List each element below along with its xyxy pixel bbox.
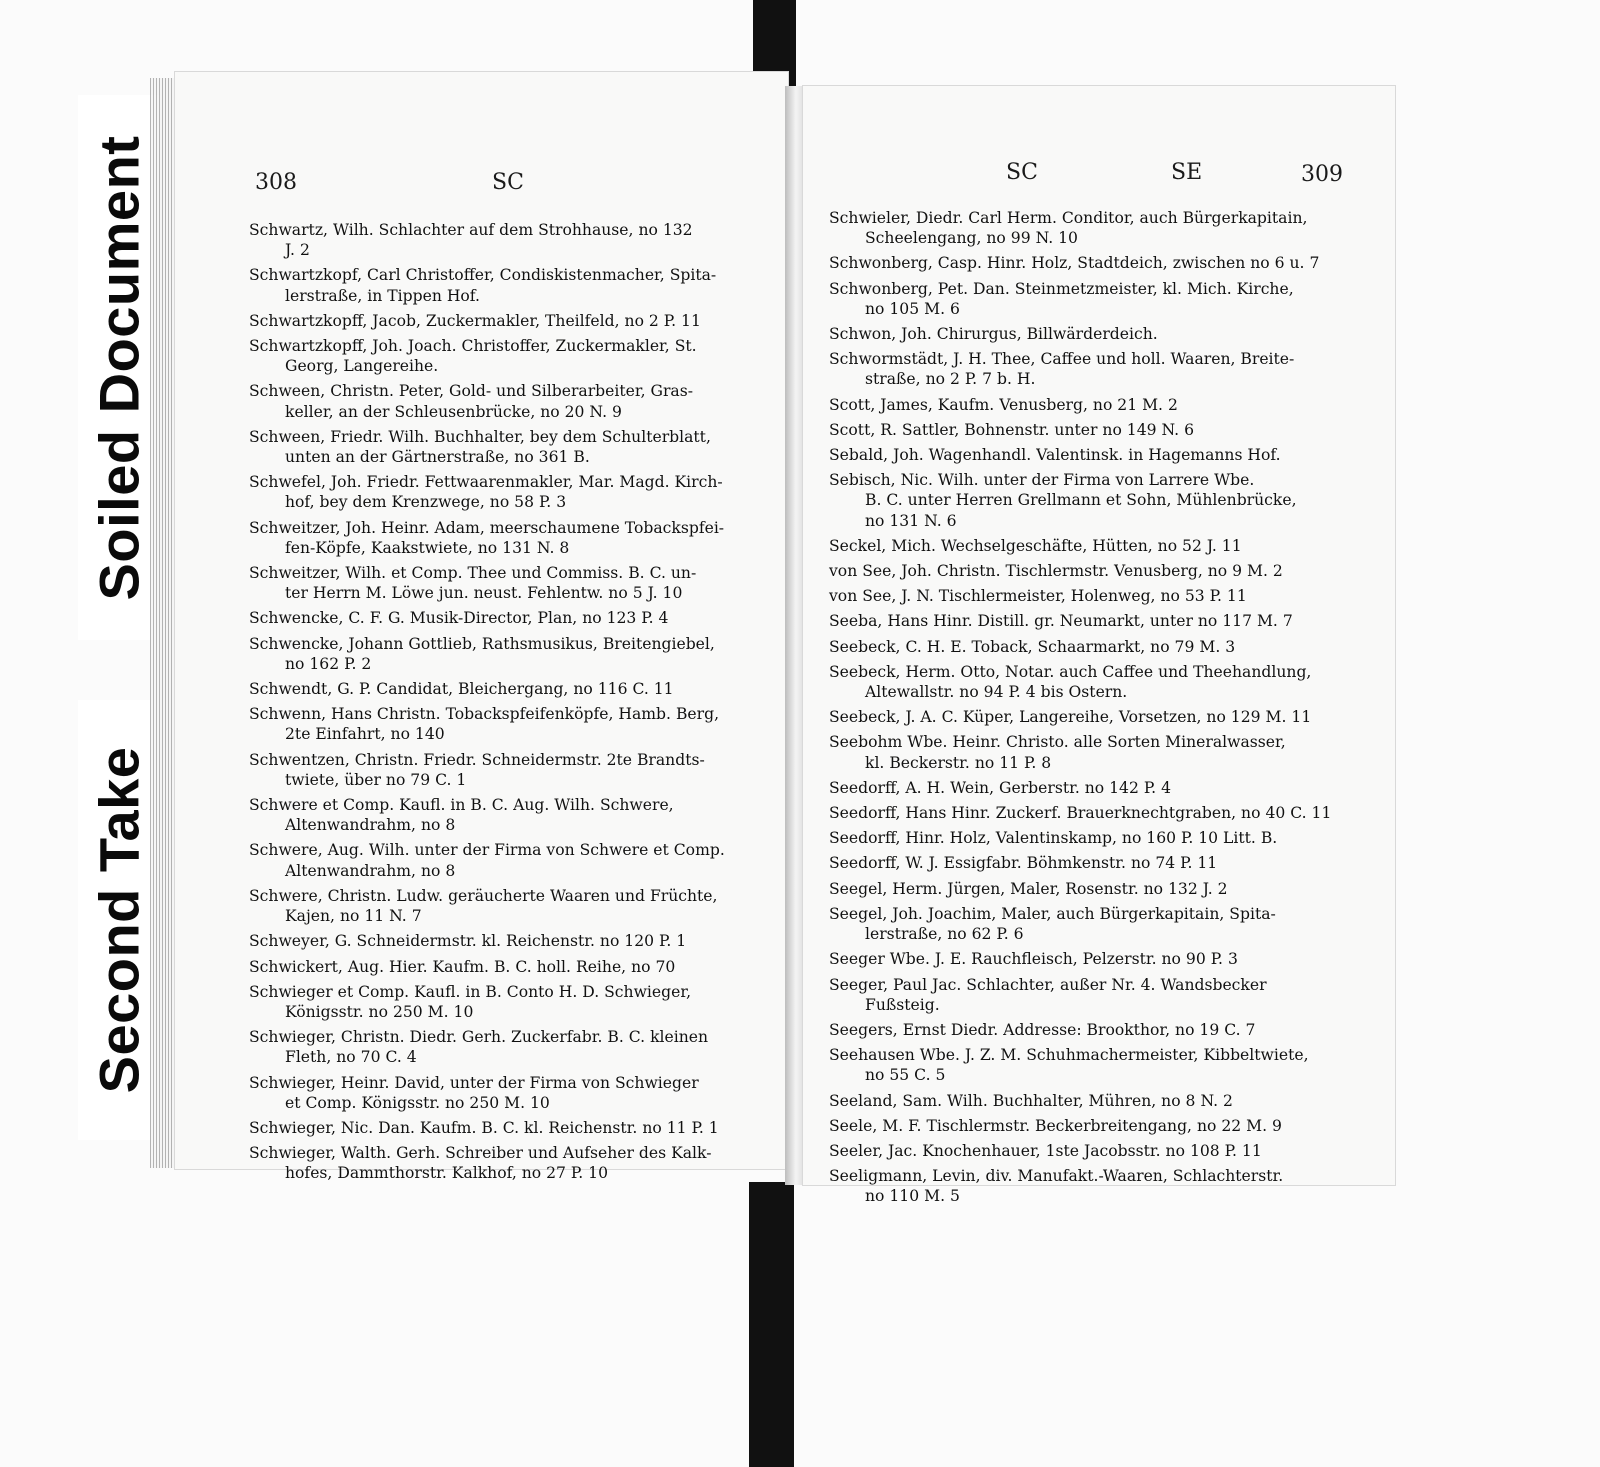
directory-entry: [249, 220, 779, 260]
entry-continuation-line: keller, an der Schleusenbrücke, no 20 N. 9: [285, 402, 622, 421]
entry-line: von See, Joh. Christn. Tischlermstr. Venusberg, no 9 M. 2: [829, 562, 1283, 581]
directory-entry: [249, 679, 779, 699]
black-scan-band-bottom: [749, 1182, 794, 1467]
entry-line: von See, J. N. Tischlermeister, Holenweg, no 53 P. 11: [829, 587, 1247, 606]
entry-continuation-line: Altenwandrahm, no 8: [285, 861, 456, 880]
entry-continuation-line: straße, no 2 P. 7 b. H.: [865, 370, 1036, 389]
page-edge-stack: [150, 78, 176, 1168]
directory-entry: [829, 975, 1389, 1015]
entry-continuation-line: no 55 C. 5: [865, 1066, 946, 1085]
entry-continuation-line: 2te Einfahrt, no 140: [285, 725, 445, 744]
entry-line: Schwieger, Heinr. David, unter der Firma von Schwieger: [249, 1073, 699, 1092]
entry-line: Sebisch, Nic. Wilh. unter der Firma von Larrere Wbe.: [829, 471, 1255, 490]
directory-entry: [249, 1118, 779, 1138]
entry-line: Seele, M. F. Tischlermstr. Beckerbreitengang, no 22 M. 9: [829, 1116, 1282, 1135]
entry-line: Seebeck, C. H. E. Toback, Schaarmarkt, no 79 M. 3: [829, 637, 1236, 656]
entry-continuation-line: Scheelengang, no 99 N. 10: [865, 229, 1078, 248]
directory-entry: [829, 1116, 1389, 1136]
directory-entry: [249, 982, 779, 1022]
directory-entry: [829, 611, 1389, 631]
right-page: [803, 86, 1395, 1206]
entry-line: Schwieger, Walth. Gerh. Schreiber und Aufseher des Kalk-: [249, 1144, 712, 1163]
entry-line: Seeligmann, Levin, div. Manufakt.-Waaren, Schlachterstr.: [829, 1167, 1284, 1186]
directory-entry: [249, 886, 779, 926]
directory-entry: [829, 828, 1389, 848]
directory-entry: [829, 395, 1389, 415]
directory-entry: [829, 803, 1389, 823]
entry-line: Seegel, Joh. Joachim, Maler, auch Bürgerkapitain, Spita-: [829, 904, 1276, 923]
entry-line: Schweyer, G. Schneidermstr. kl. Reichenstr. no 120 P. 1: [249, 932, 687, 951]
entry-continuation-line: hofes, Dammthorstr. Kalkhof, no 27 P. 10: [285, 1164, 609, 1183]
directory-entry: [829, 949, 1389, 969]
entry-line: Schweitzer, Joh. Heinr. Adam, meerschaumene Tobackspfei-: [249, 518, 725, 537]
entry-continuation-line: Fußsteig.: [865, 995, 940, 1014]
entry-line: Schwenn, Hans Christn. Tobackspfeifenköpfe, Hamb. Berg,: [249, 705, 720, 724]
entry-continuation-line: fen-Köpfe, Kaakstwiete, no 131 N. 8: [285, 538, 570, 557]
directory-entry: [249, 311, 779, 331]
directory-entry: [829, 778, 1389, 798]
entry-line: Schwencke, C. F. G. Musik-Director, Plan, no 123 P. 4: [249, 609, 669, 628]
label-strip-bottom: [78, 700, 160, 1140]
entry-line: Schwere et Comp. Kaufl. in B. C. Aug. Wilh. Schwere,: [249, 796, 674, 815]
directory-entry: [829, 208, 1389, 248]
entry-line: Schwartzkopff, Joh. Joach. Christoffer, Zuckermakler, St.: [249, 337, 697, 356]
entry-line: Seehausen Wbe. J. Z. M. Schuhmachermeister, Kibbeltwiete,: [829, 1046, 1309, 1065]
directory-entry: [249, 1027, 779, 1067]
directory-entry: [249, 518, 779, 558]
entry-continuation-line: et Comp. Königsstr. no 250 M. 10: [285, 1093, 550, 1112]
entry-line: Seeba, Hans Hinr. Distill. gr. Neumarkt, unter no 117 M. 7: [829, 612, 1293, 631]
entry-line: Schwickert, Aug. Hier. Kaufm. B. C. holl. Reihe, no 70: [249, 957, 676, 976]
entry-continuation-line: no 105 M. 6: [865, 299, 960, 318]
entry-line: Seeger, Paul Jac. Schlachter, außer Nr. 4. Wandsbecker: [829, 975, 1267, 994]
entry-line: Seeler, Jac. Knochenhauer, 1ste Jacobsstr. no 108 P. 11: [829, 1141, 1262, 1160]
directory-entry: [829, 324, 1389, 344]
entry-continuation-line: lerstraße, no 62 P. 6: [865, 925, 1024, 944]
directory-entry: [829, 586, 1389, 606]
entry-continuation-line: Altenwandrahm, no 8: [285, 816, 456, 835]
entry-continuation-line: Königsstr. no 250 M. 10: [285, 1002, 474, 1021]
directory-entry: [829, 732, 1389, 772]
directory-entry: [249, 1143, 779, 1183]
soiled-document-label: Soiled Document: [87, 135, 151, 600]
entry-continuation-line: kl. Beckerstr. no 11 P. 8: [865, 753, 1052, 772]
directory-entry: [249, 634, 779, 674]
directory-entry: [249, 1073, 779, 1113]
entry-continuation-line: lerstraße, in Tippen Hof.: [285, 286, 480, 305]
entry-line: Scott, James, Kaufm. Venusberg, no 21 M. 2: [829, 395, 1178, 414]
entry-continuation-line: no 131 N. 6: [865, 511, 957, 530]
left-page-number: 308: [255, 170, 297, 195]
entry-line: Schwentzen, Christn. Friedr. Schneidermstr. 2te Brandts-: [249, 750, 705, 769]
entry-continuation-line: no 162 P. 2: [285, 654, 372, 673]
directory-entry: [829, 707, 1389, 727]
directory-entry: [829, 879, 1389, 899]
directory-entry: [249, 795, 779, 835]
directory-entry: [249, 957, 779, 977]
directory-entry: [829, 561, 1389, 581]
directory-entry: [829, 853, 1389, 873]
entry-line: Seebeck, J. A. C. Küper, Langereihe, Vorsetzen, no 129 M. 11: [829, 708, 1312, 727]
directory-entry: [249, 563, 779, 603]
entry-line: Schwieger et Comp. Kaufl. in B. Conto H. D. Schwieger,: [249, 982, 692, 1001]
entry-continuation-line: Georg, Langereihe.: [285, 357, 439, 376]
entry-line: Seedorff, A. H. Wein, Gerberstr. no 142 P. 4: [829, 778, 1172, 797]
entry-line: Schwere, Aug. Wilh. unter der Firma von Schwere et Comp.: [249, 841, 725, 860]
directory-entry: [829, 1091, 1389, 1111]
directory-entry: [829, 1141, 1389, 1161]
left-entry-list: [249, 220, 779, 1184]
directory-entry: [249, 381, 779, 421]
directory-entry: [829, 445, 1389, 465]
gutter-shadow: [785, 86, 803, 1185]
directory-entry: [829, 1045, 1389, 1085]
directory-entry: [829, 904, 1389, 944]
entry-line: Seebeck, Herm. Otto, Notar. auch Caffee und Theehandlung,: [829, 662, 1312, 681]
entry-line: Schwencke, Johann Gottlieb, Rathsmusikus, Breitengiebel,: [249, 634, 715, 653]
entry-line: Seedorff, Hinr. Holz, Valentinskamp, no 160 P. 10 Litt. B.: [829, 829, 1278, 848]
directory-entry: [249, 336, 779, 376]
directory-entry: [249, 931, 779, 951]
entry-continuation-line: twiete, über no 79 C. 1: [285, 770, 467, 789]
entry-line: Sebald, Joh. Wagenhandl. Valentinsk. in Hagemanns Hof.: [829, 446, 1281, 465]
entry-continuation-line: B. C. unter Herren Grellmann et Sohn, Mühlenbrücke,: [865, 491, 1297, 510]
directory-entry: [829, 1020, 1389, 1040]
entry-line: Seegel, Herm. Jürgen, Maler, Rosenstr. no 132 J. 2: [829, 879, 1228, 898]
directory-entry: [829, 662, 1389, 702]
entry-continuation-line: unten an der Gärtnerstraße, no 361 B.: [285, 448, 590, 467]
directory-entry: [249, 265, 779, 305]
entry-continuation-line: Kajen, no 11 N. 7: [285, 907, 422, 926]
directory-entry: [249, 840, 779, 880]
entry-line: Schwartz, Wilh. Schlachter auf dem Strohhause, no 132: [249, 221, 693, 239]
entry-continuation-line: J. 2: [285, 241, 310, 260]
directory-entry: [829, 1166, 1389, 1206]
right-page-head-right: SE: [1171, 160, 1203, 185]
entry-line: Seebohm Wbe. Heinr. Christo. alle Sorten Mineralwasser,: [829, 733, 1286, 752]
entry-line: Schwartzkopf, Carl Christoffer, Condiskistenmacher, Spita-: [249, 266, 717, 285]
entry-line: Seedorff, W. J. Essigfabr. Böhmkenstr. no 74 P. 11: [829, 854, 1218, 873]
entry-line: Schweitzer, Wilh. et Comp. Thee und Commiss. B. C. un-: [249, 564, 697, 583]
entry-line: Schwieger, Nic. Dan. Kaufm. B. C. kl. Reichenstr. no 11 P. 1: [249, 1118, 719, 1137]
entry-line: Seeger Wbe. J. E. Rauchfleisch, Pelzerstr. no 90 P. 3: [829, 950, 1238, 969]
entry-line: Schwieler, Diedr. Carl Herm. Conditor, auch Bürgerkapitain,: [829, 209, 1308, 227]
directory-entry: [829, 279, 1389, 319]
directory-entry: [249, 750, 779, 790]
entry-line: Schwartzkopff, Jacob, Zuckermakler, Theilfeld, no 2 P. 11: [249, 311, 701, 330]
entry-line: Seeland, Sam. Wilh. Buchhalter, Mühren, no 8 N. 2: [829, 1091, 1233, 1110]
entry-line: Schwon, Joh. Chirurgus, Billwärderdeich.: [829, 325, 1158, 344]
entry-line: Schwere, Christn. Ludw. geräucherte Waaren und Früchte,: [249, 886, 718, 905]
entry-continuation-line: ter Herrn M. Löwe jun. neust. Fehlentw. no 5 J. 10: [285, 584, 683, 603]
label-strip-top: [78, 95, 160, 640]
directory-entry: [829, 349, 1389, 389]
directory-entry: [829, 637, 1389, 657]
entry-line: Schwonberg, Casp. Hinr. Holz, Stadtdeich, zwischen no 6 u. 7: [829, 254, 1320, 273]
entry-line: Schwefel, Joh. Friedr. Fettwaarenmakler, Mar. Magd. Kirch-: [249, 473, 723, 492]
second-take-label: Second Take: [87, 746, 151, 1094]
directory-entry: [249, 608, 779, 628]
directory-entry: [829, 420, 1389, 440]
directory-entry: [829, 470, 1389, 531]
entry-continuation-line: Fleth, no 70 C. 4: [285, 1048, 417, 1067]
entry-continuation-line: Altewallstr. no 94 P. 4 bis Ostern.: [865, 683, 1128, 702]
entry-line: Schween, Friedr. Wilh. Buchhalter, bey dem Schulterblatt,: [249, 427, 711, 446]
directory-entry: [249, 704, 779, 744]
entry-continuation-line: no 110 M. 5: [865, 1187, 960, 1206]
right-entry-list: [829, 208, 1389, 1207]
entry-line: Scott, R. Sattler, Bohnenstr. unter no 149 N. 6: [829, 420, 1194, 439]
left-page-head: SC: [492, 170, 524, 195]
entry-line: Schwonberg, Pet. Dan. Steinmetzmeister, kl. Mich. Kirche,: [829, 279, 1294, 298]
directory-entry: [829, 536, 1389, 556]
right-page-number: 309: [1301, 162, 1343, 187]
directory-entry: [829, 253, 1389, 273]
entry-line: Seegers, Ernst Diedr. Addresse: Brookthor, no 19 C. 7: [829, 1020, 1256, 1039]
left-page: [175, 72, 788, 1183]
entry-line: Schwormstädt, J. H. Thee, Caffee und holl. Waaren, Breite-: [829, 350, 1295, 369]
right-page-head-left: SC: [1006, 160, 1038, 185]
entry-continuation-line: hof, bey dem Krenzwege, no 58 P. 3: [285, 493, 567, 512]
entry-line: Seckel, Mich. Wechselgeschäfte, Hütten, no 52 J. 11: [829, 536, 1242, 555]
entry-line: Schwendt, G. P. Candidat, Bleichergang, no 116 C. 11: [249, 680, 674, 699]
directory-entry: [249, 472, 779, 512]
entry-line: Schwieger, Christn. Diedr. Gerh. Zuckerfabr. B. C. kleinen: [249, 1028, 709, 1047]
entry-line: Seedorff, Hans Hinr. Zuckerf. Brauerknechtgraben, no 40 C. 11: [829, 804, 1332, 823]
entry-line: Schween, Christn. Peter, Gold- und Silberarbeiter, Gras-: [249, 382, 693, 401]
directory-entry: [249, 427, 779, 467]
